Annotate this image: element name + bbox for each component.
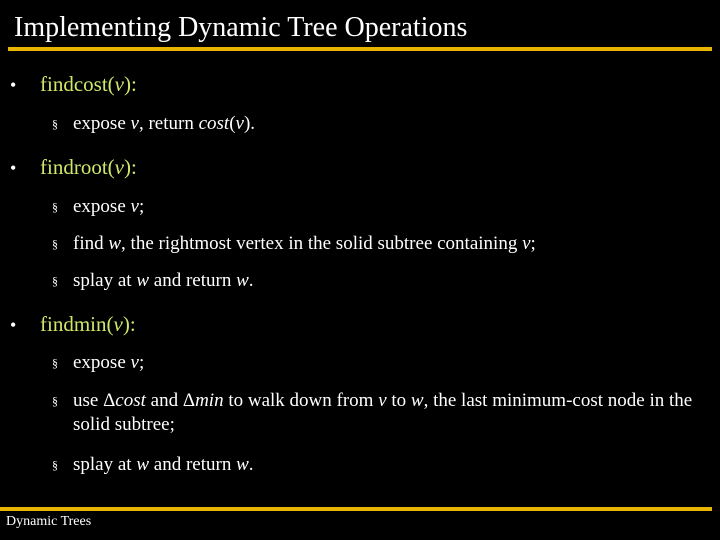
- section-findcost-heading: [10, 72, 137, 97]
- findroot-item-2: [52, 232, 712, 256]
- sub-bullet: §: [52, 237, 58, 251]
- heading-text: findmin(v):: [40, 312, 136, 336]
- item-text: expose v;: [73, 196, 145, 217]
- item-text: use Δcost and Δmin to walk down from v to w, the last minimum-cost node in the solid subtree;: [73, 390, 693, 435]
- slide-title: Implementing Dynamic Tree Operations: [14, 12, 468, 43]
- findroot-item-3: [52, 269, 712, 293]
- sub-bullet: §: [52, 394, 58, 408]
- findmin-item-3: [52, 453, 712, 477]
- footer-rule: [0, 507, 712, 511]
- footer-text: Dynamic Trees: [6, 514, 92, 529]
- bullet: •: [10, 315, 17, 335]
- item-text: find w, the rightmost vertex in the solid subtree containing v;: [73, 233, 536, 254]
- findcost-item-1: [52, 112, 712, 136]
- findmin-item-1: [52, 351, 712, 375]
- title-underline: [8, 47, 712, 51]
- findroot-item-1: [52, 195, 712, 219]
- item-text: expose v;: [73, 352, 145, 373]
- bullet: •: [10, 75, 17, 95]
- bullet: •: [10, 158, 17, 178]
- sub-bullet: §: [52, 356, 58, 370]
- heading-text: findcost(v):: [40, 72, 137, 96]
- sub-bullet: §: [52, 458, 58, 472]
- sub-bullet: §: [52, 274, 58, 288]
- sub-bullet: §: [52, 200, 58, 214]
- item-text: splay at w and return w.: [73, 454, 254, 475]
- item-text: expose v, return cost(v).: [73, 113, 256, 134]
- sub-bullet: §: [52, 117, 58, 131]
- item-text: splay at w and return w.: [73, 270, 254, 291]
- section-findmin-heading: [10, 312, 136, 337]
- heading-text: findroot(v):: [40, 155, 137, 179]
- section-findroot-heading: [10, 155, 137, 180]
- findmin-item-2: [52, 389, 712, 437]
